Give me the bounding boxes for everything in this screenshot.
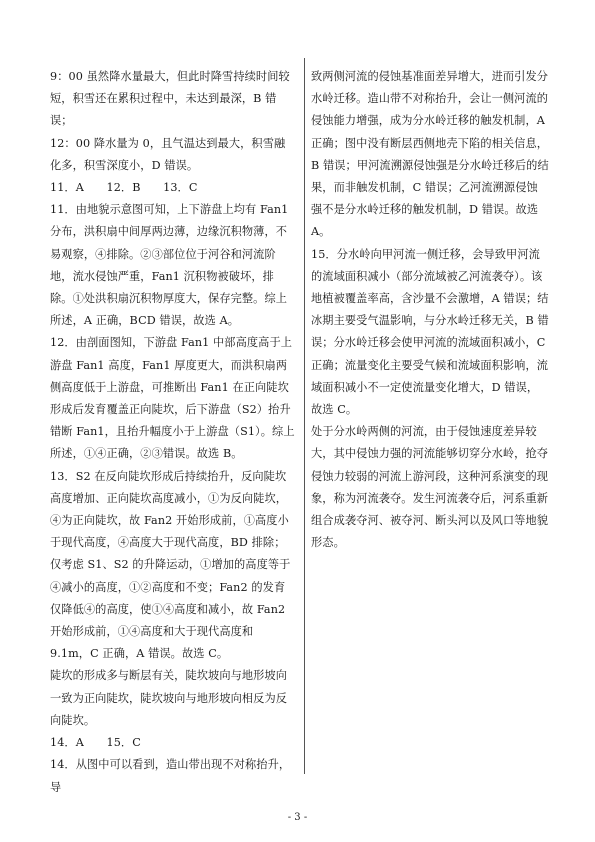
paragraph: 13．S2 在反向陡坎形成后持续抬升，反向陡坎高度增加、正向陡坎高度减小，①为反向陡坎，④为正向陡坎，故 Fan2 开始形成前，①高度小于现代高度，④高度大于现代高度，BD 排除；仅考虑 S1、S2 的升降运动，①增加的高度等于④减小的高度，①②高度和不变；Fan2 的发育仅降低④的高度，使①④高度和减小，故 Fan2 开始形成前，①④高度和大于现代高度和 9.1m，C 正确，A 错误。故选 C。 <box>50 469 291 661</box>
answer-line: 11．A 12．B 13．C <box>50 181 198 195</box>
paragraph: 9：00 虽然降水量最大，但此时降雪持续时间较短，积雪还在累积过程中，未达到最深，B 错误； <box>50 70 290 128</box>
paragraph: 致两侧河流的侵蚀基准面差异增大，进而引发分水岭迁移。造山带不对称抬升，会让一侧河流的侵蚀能力增强，成为分水岭迁移的触发机制，A 正确；图中没有断层西侧地壳下陷的相关信息，B 错误；甲河流溯源侵蚀强是分水岭迁移后的结果，而非触发机制，C 错误；乙河流溯源侵蚀强不是分水岭迁移的触发机制，D 错误。故选 A。 <box>311 70 549 239</box>
answer-line: 14．A 15．C <box>50 736 141 750</box>
paragraph: 15．分水岭向甲河流一侧迁移，会导致甲河流的流域面积减小（部分流域被乙河流袭夺）。该地植被覆盖率高，含沙量不会激增，A 错误；结冰期主要受气温影响，与分水岭迁移无关，B 错误；分水岭迁移会使甲河流的流域面积减小，C 正确；流量变化主要受气候和流域面积影响，流域面积减小不一定使流量变化增大，D 错误，故选 C。 <box>311 247 549 417</box>
column-divider <box>304 58 305 774</box>
paragraph: 12：00 降水量为 0，且气温达到最大，积雪融化多，积雪深度小，D 错误。 <box>50 136 286 172</box>
paragraph: 12．由剖面图知，下游盘 Fan1 中部高度高于上游盘 Fan1 高度，Fan1 厚度更大，而洪积扇两侧高度低于上游盘，可推断出 Fan1 在正向陡坎形成后发育覆盖正向陡坎，后下游盘（S2）抬升错断 Fan1，且抬升幅度小于上游盘（S1）。综上所述，①④正确，②③错误。故选 B。 <box>50 336 295 461</box>
right-column <box>311 66 549 554</box>
paragraph: 陡坎的形成多与断层有关，陡坎坡向与地形坡向一致为正向陡坎，陡坎坡向与地形坡向相反为反向陡坎。 <box>50 669 288 727</box>
paragraph: 14．从图中可以看到，造山带出现不对称抬升，导 <box>50 758 291 794</box>
paragraph: 处于分水岭两侧的河流，由于侵蚀速度差异较大，其中侵蚀力强的河流能够切穿分水岭，抢夺侵蚀力较弱的河流上游河段，这种河系演变的现象，称为河流袭夺。发生河流袭夺后，河系重新组合成袭夺河、被夺河、断头河以及风口等地貌形态。 <box>311 425 549 550</box>
paragraph: 11．由地貌示意图可知，上下游盘上均有 Fan1 分布，洪积扇中间厚两边薄，边缘沉积物薄，不易观察，④排除。②③部位位于河谷和河流阶地，流水侵蚀严重，Fan1 沉积物被破坏，排除。①处洪积扇沉积物厚度大，保存完整。综上所述，A 正确，BCD 错误，故选 A。 <box>50 203 289 328</box>
page-number: - 3 - <box>287 812 308 823</box>
left-column <box>50 66 296 799</box>
